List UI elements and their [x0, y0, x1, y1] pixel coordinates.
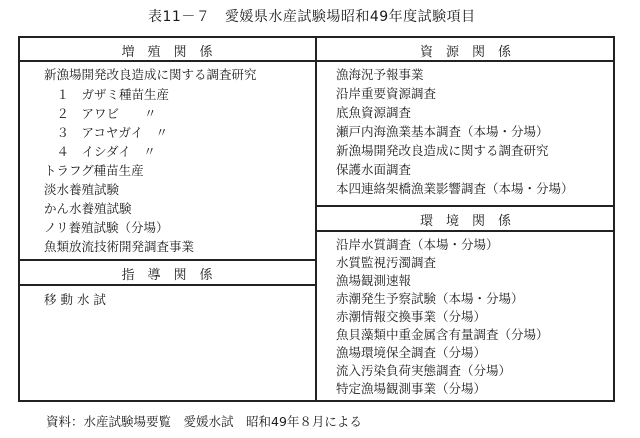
section-header-shidou: 指 導 関 係 [121, 268, 213, 283]
list-item: 漁海況予報事業 [336, 67, 424, 82]
list-item: 保護水面調査 [336, 162, 412, 177]
list-item: 瀬戸内海漁業基本調査（本場・分場） [336, 124, 549, 139]
section-header-shigen: 資 源 関 係 [419, 45, 511, 60]
section-header-kankyou: 環 境 関 係 [419, 214, 511, 229]
list-item: かん水養殖試験 [44, 201, 132, 216]
divider-right-header-kankyou [316, 230, 615, 232]
list-item: 赤潮発生予察試験（本場・分場） [336, 291, 524, 306]
list-item: 沿岸重要資源調査 [336, 86, 437, 101]
divider-left-header-zoushoku [18, 60, 316, 62]
list-item: 沿岸水質調査（本場・分場） [336, 237, 499, 252]
list-item: 新漁場開発改良造成に関する調査研究 [336, 143, 549, 158]
list-item: ノリ養殖試験（分場） [44, 220, 169, 235]
divider-right-top-kankyou [316, 205, 615, 207]
list-item: 流入汚染負荷実態調査（分場） [336, 363, 512, 378]
list-item: ２ アワビ 〃 [44, 106, 157, 121]
page-title: 表11－７ 愛媛県水産試験場昭和49年度試験項目 [148, 9, 476, 25]
list-item: 魚類放流技術開発調査事業 [44, 239, 195, 254]
list-item: 水質監視汚濁調査 [336, 255, 437, 270]
list-item: 底魚資源調査 [336, 105, 412, 120]
list-item: 魚貝藻類中重金属含有量調査（分場） [336, 327, 549, 342]
source-note: 資料：水産試験場要覧 愛媛水試 昭和49年８月による [46, 414, 362, 429]
divider-left-top-shidou [18, 259, 316, 261]
list-item: ４ イシダイ 〃 [44, 144, 156, 159]
divider-right-header-shigen [316, 60, 615, 62]
list-item: 淡水養殖試験 [44, 182, 120, 197]
list-item: 漁場観測速報 [336, 273, 412, 288]
list-item: トラフグ種苗生産 [44, 163, 144, 178]
list-item: 赤潮情報交換事業（分場） [336, 309, 487, 324]
list-item: 新漁場開発改良造成に関する調査研究 [44, 67, 257, 82]
section-header-zoushoku: 増 殖 関 係 [121, 45, 213, 60]
list-item: 漁場環境保全調査（分場） [336, 345, 487, 360]
divider-left-header-shidou [18, 284, 316, 286]
list-item: 本四連絡架橋漁業影響調査（本場・分場） [336, 181, 574, 196]
list-item: 移 動 水 試 [44, 292, 106, 307]
list-item: ３ アコヤガイ 〃 [44, 125, 169, 140]
list-item: １ ガザミ種苗生産 [44, 87, 170, 102]
list-item: 特定漁場観測事業（分場） [336, 381, 487, 396]
